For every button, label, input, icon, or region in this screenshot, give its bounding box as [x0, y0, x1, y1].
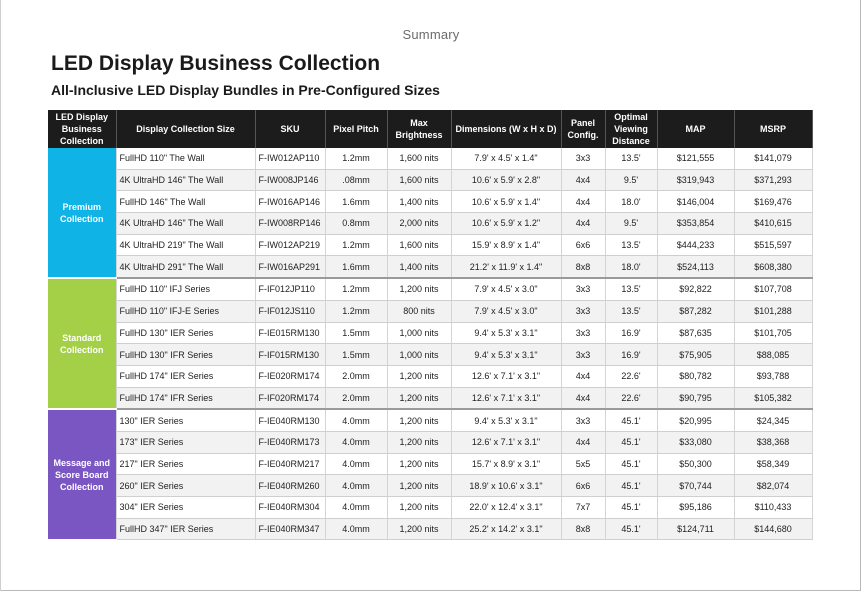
collection-group-label: Standard Collection	[48, 278, 116, 409]
table-row	[48, 344, 812, 366]
brightness-cell: 1,200 nits	[387, 278, 451, 300]
sku-cell: F-IW008RP146	[255, 213, 325, 235]
column-header: MSRP	[734, 110, 812, 148]
brightness-cell: 800 nits	[387, 300, 451, 322]
table-row	[48, 475, 812, 497]
pixel-pitch-cell: 0.8mm	[325, 213, 387, 235]
dimensions-cell: 10.6' x 5.9' x 1.2"	[451, 213, 561, 235]
column-header: Dimensions (W x H x D)	[451, 110, 561, 148]
sku-cell: F-IE040RM217	[255, 453, 325, 475]
viewing-distance-cell: 13.5'	[605, 234, 657, 256]
column-header: LED Display Business Collection	[48, 110, 116, 148]
panel-config-cell: 4x4	[561, 191, 605, 213]
map-price-cell: $92,822	[657, 278, 734, 300]
viewing-distance-cell: 13.5'	[605, 278, 657, 300]
page-header-summary: Summary	[402, 27, 460, 42]
dimensions-cell: 22.0' x 12.4' x 3.1"	[451, 497, 561, 519]
panel-config-cell: 5x5	[561, 453, 605, 475]
map-price-cell: $20,995	[657, 409, 734, 431]
pixel-pitch-cell: 4.0mm	[325, 497, 387, 519]
size-cell: 304" IER Series	[116, 497, 255, 519]
brightness-cell: 1,200 nits	[387, 453, 451, 475]
panel-config-cell: 7x7	[561, 497, 605, 519]
table-row	[48, 213, 812, 235]
msrp-price-cell: $105,382	[734, 387, 812, 409]
brightness-cell: 1,200 nits	[387, 497, 451, 519]
dimensions-cell: 9.4' x 5.3' x 3.1"	[451, 409, 561, 431]
collection-group-label: Message and Score Board Collection	[48, 409, 116, 540]
table-row	[48, 431, 812, 453]
collection-group-label: Premium Collection	[48, 148, 116, 278]
sku-cell: F-IW016AP291	[255, 256, 325, 278]
map-price-cell: $50,300	[657, 453, 734, 475]
msrp-price-cell: $107,708	[734, 278, 812, 300]
pixel-pitch-cell: 1.2mm	[325, 300, 387, 322]
table-header-row	[48, 110, 812, 148]
pixel-pitch-cell: 4.0mm	[325, 475, 387, 497]
sku-cell: F-IE040RM130	[255, 409, 325, 431]
brightness-cell: 1,200 nits	[387, 475, 451, 497]
brightness-cell: 1,200 nits	[387, 518, 451, 540]
dimensions-cell: 12.6' x 7.1' x 3.1"	[451, 365, 561, 387]
panel-config-cell: 8x8	[561, 256, 605, 278]
size-cell: 217" IER Series	[116, 453, 255, 475]
panel-config-cell: 8x8	[561, 518, 605, 540]
sku-cell: F-IW016AP146	[255, 191, 325, 213]
pixel-pitch-cell: 1.2mm	[325, 234, 387, 256]
dimensions-cell: 12.6' x 7.1' x 3.1"	[451, 431, 561, 453]
table-row	[48, 234, 812, 256]
dimensions-cell: 9.4' x 5.3' x 3.1"	[451, 344, 561, 366]
msrp-price-cell: $101,288	[734, 300, 812, 322]
pixel-pitch-cell: 1.6mm	[325, 256, 387, 278]
pixel-pitch-cell: 1.6mm	[325, 191, 387, 213]
table-row	[48, 322, 812, 344]
brightness-cell: 1,600 nits	[387, 234, 451, 256]
size-cell: 4K UltraHD 219" The Wall	[116, 234, 255, 256]
dimensions-cell: 21.2' x 11.9' x 1.4"	[451, 256, 561, 278]
table-row	[48, 300, 812, 322]
pixel-pitch-cell: 4.0mm	[325, 518, 387, 540]
viewing-distance-cell: 16.9'	[605, 322, 657, 344]
size-cell: FullHD 174" IFR Series	[116, 387, 255, 409]
msrp-price-cell: $58,349	[734, 453, 812, 475]
size-cell: 4K UltraHD 146" The Wall	[116, 169, 255, 191]
panel-config-cell: 4x4	[561, 431, 605, 453]
dimensions-cell: 15.9' x 8.9' x 1.4"	[451, 234, 561, 256]
table-row	[48, 518, 812, 540]
viewing-distance-cell: 16.9'	[605, 344, 657, 366]
dimensions-cell: 9.4' x 5.3' x 3.1"	[451, 322, 561, 344]
panel-config-cell: 3x3	[561, 409, 605, 431]
brightness-cell: 1,600 nits	[387, 169, 451, 191]
table-row	[48, 169, 812, 191]
map-price-cell: $33,080	[657, 431, 734, 453]
panel-config-cell: 4x4	[561, 213, 605, 235]
msrp-price-cell: $88,085	[734, 344, 812, 366]
sku-cell: F-IF020RM174	[255, 387, 325, 409]
size-cell: FullHD 130" IER Series	[116, 322, 255, 344]
brightness-cell: 2,000 nits	[387, 213, 451, 235]
table-row	[48, 409, 812, 431]
pixel-pitch-cell: .08mm	[325, 169, 387, 191]
dimensions-cell: 7.9' x 4.5' x 1.4"	[451, 148, 561, 169]
map-price-cell: $70,744	[657, 475, 734, 497]
msrp-price-cell: $515,597	[734, 234, 812, 256]
size-cell: 260" IER Series	[116, 475, 255, 497]
sku-cell: F-IW008JP146	[255, 169, 325, 191]
column-header: Panel Config.	[561, 110, 605, 148]
panel-config-cell: 4x4	[561, 387, 605, 409]
brightness-cell: 1,200 nits	[387, 365, 451, 387]
msrp-price-cell: $141,079	[734, 148, 812, 169]
dimensions-cell: 7.9' x 4.5' x 3.0"	[451, 278, 561, 300]
viewing-distance-cell: 45.1'	[605, 431, 657, 453]
sku-cell: F-IE040RM347	[255, 518, 325, 540]
sku-cell: F-IW012AP219	[255, 234, 325, 256]
dimensions-cell: 15.7' x 8.9' x 3.1"	[451, 453, 561, 475]
pixel-pitch-cell: 4.0mm	[325, 409, 387, 431]
viewing-distance-cell: 13.5'	[605, 148, 657, 169]
msrp-price-cell: $93,788	[734, 365, 812, 387]
pixel-pitch-cell: 4.0mm	[325, 431, 387, 453]
document-subtitle: All-Inclusive LED Display Bundles in Pre-Configured Sizes	[51, 82, 440, 98]
brightness-cell: 1,200 nits	[387, 409, 451, 431]
msrp-price-cell: $38,368	[734, 431, 812, 453]
document-title: LED Display Business Collection	[51, 52, 381, 75]
size-cell: FullHD 174" IER Series	[116, 365, 255, 387]
panel-config-cell: 3x3	[561, 344, 605, 366]
size-cell: FullHD 146" The Wall	[116, 191, 255, 213]
table-row	[48, 148, 812, 169]
map-price-cell: $524,113	[657, 256, 734, 278]
table-body	[48, 148, 812, 540]
pixel-pitch-cell: 2.0mm	[325, 387, 387, 409]
msrp-price-cell: $101,705	[734, 322, 812, 344]
map-price-cell: $353,854	[657, 213, 734, 235]
map-price-cell: $124,711	[657, 518, 734, 540]
sku-cell: F-IE040RM173	[255, 431, 325, 453]
sku-cell: F-IE040RM260	[255, 475, 325, 497]
dimensions-cell: 12.6' x 7.1' x 3.1"	[451, 387, 561, 409]
table-row	[48, 191, 812, 213]
size-cell: FullHD 110" The Wall	[116, 148, 255, 169]
column-header: Optimal Viewing Distance	[605, 110, 657, 148]
viewing-distance-cell: 18.0'	[605, 191, 657, 213]
viewing-distance-cell: 18.0'	[605, 256, 657, 278]
size-cell: 173" IER Series	[116, 431, 255, 453]
sku-cell: F-IF012JS110	[255, 300, 325, 322]
viewing-distance-cell: 45.1'	[605, 475, 657, 497]
sku-cell: F-IF012JP110	[255, 278, 325, 300]
sku-cell: F-IW012AP110	[255, 148, 325, 169]
column-header: Display Collection Size	[116, 110, 255, 148]
map-price-cell: $95,186	[657, 497, 734, 519]
msrp-price-cell: $144,680	[734, 518, 812, 540]
panel-config-cell: 3x3	[561, 278, 605, 300]
dimensions-cell: 25.2' x 14.2' x 3.1"	[451, 518, 561, 540]
sku-cell: F-IE020RM174	[255, 365, 325, 387]
viewing-distance-cell: 45.1'	[605, 453, 657, 475]
msrp-price-cell: $371,293	[734, 169, 812, 191]
column-header: MAP	[657, 110, 734, 148]
panel-config-cell: 3x3	[561, 322, 605, 344]
viewing-distance-cell: 9.5'	[605, 169, 657, 191]
viewing-distance-cell: 9.5'	[605, 213, 657, 235]
panel-config-cell: 3x3	[561, 148, 605, 169]
dimensions-cell: 10.6' x 5.9' x 2.8"	[451, 169, 561, 191]
map-price-cell: $90,795	[657, 387, 734, 409]
brightness-cell: 1,400 nits	[387, 256, 451, 278]
sku-cell: F-IE040RM304	[255, 497, 325, 519]
msrp-price-cell: $410,615	[734, 213, 812, 235]
msrp-price-cell: $608,380	[734, 256, 812, 278]
dimensions-cell: 18.9' x 10.6' x 3.1"	[451, 475, 561, 497]
viewing-distance-cell: 45.1'	[605, 409, 657, 431]
pixel-pitch-cell: 1.5mm	[325, 344, 387, 366]
brightness-cell: 1,200 nits	[387, 387, 451, 409]
map-price-cell: $146,004	[657, 191, 734, 213]
pixel-pitch-cell: 1.5mm	[325, 322, 387, 344]
sku-cell: F-IE015RM130	[255, 322, 325, 344]
viewing-distance-cell: 22.6'	[605, 387, 657, 409]
table-row	[48, 256, 812, 278]
panel-config-cell: 3x3	[561, 300, 605, 322]
size-cell: FullHD 130" IFR Series	[116, 344, 255, 366]
map-price-cell: $444,233	[657, 234, 734, 256]
map-price-cell: $87,635	[657, 322, 734, 344]
table-row	[48, 278, 812, 300]
brightness-cell: 1,000 nits	[387, 322, 451, 344]
column-header: SKU	[255, 110, 325, 148]
brightness-cell: 1,400 nits	[387, 191, 451, 213]
size-cell: FullHD 110" IFJ-E Series	[116, 300, 255, 322]
panel-config-cell: 4x4	[561, 365, 605, 387]
pricing-table	[48, 110, 813, 541]
msrp-price-cell: $169,476	[734, 191, 812, 213]
pixel-pitch-cell: 1.2mm	[325, 278, 387, 300]
table-row	[48, 497, 812, 519]
dimensions-cell: 10.6' x 5.9' x 1.4"	[451, 191, 561, 213]
size-cell: 130" IER Series	[116, 409, 255, 431]
dimensions-cell: 7.9' x 4.5' x 3.0"	[451, 300, 561, 322]
panel-config-cell: 6x6	[561, 234, 605, 256]
map-price-cell: $319,943	[657, 169, 734, 191]
msrp-price-cell: $110,433	[734, 497, 812, 519]
size-cell: FullHD 347" IER Series	[116, 518, 255, 540]
panel-config-cell: 4x4	[561, 169, 605, 191]
msrp-price-cell: $24,345	[734, 409, 812, 431]
map-price-cell: $80,782	[657, 365, 734, 387]
pixel-pitch-cell: 2.0mm	[325, 365, 387, 387]
msrp-price-cell: $82,074	[734, 475, 812, 497]
viewing-distance-cell: 45.1'	[605, 497, 657, 519]
table-row	[48, 365, 812, 387]
viewing-distance-cell: 22.6'	[605, 365, 657, 387]
table-row	[48, 387, 812, 409]
column-header: Pixel Pitch	[325, 110, 387, 148]
map-price-cell: $75,905	[657, 344, 734, 366]
panel-config-cell: 6x6	[561, 475, 605, 497]
size-cell: 4K UltraHD 146" The Wall	[116, 213, 255, 235]
map-price-cell: $87,282	[657, 300, 734, 322]
brightness-cell: 1,000 nits	[387, 344, 451, 366]
viewing-distance-cell: 13.5'	[605, 300, 657, 322]
column-header: Max Brightness	[387, 110, 451, 148]
map-price-cell: $121,555	[657, 148, 734, 169]
size-cell: FullHD 110" IFJ Series	[116, 278, 255, 300]
viewing-distance-cell: 45.1'	[605, 518, 657, 540]
pixel-pitch-cell: 1.2mm	[325, 148, 387, 169]
table-row	[48, 453, 812, 475]
brightness-cell: 1,600 nits	[387, 148, 451, 169]
brightness-cell: 1,200 nits	[387, 431, 451, 453]
pixel-pitch-cell: 4.0mm	[325, 453, 387, 475]
size-cell: 4K UltraHD 291" The Wall	[116, 256, 255, 278]
sku-cell: F-IF015RM130	[255, 344, 325, 366]
